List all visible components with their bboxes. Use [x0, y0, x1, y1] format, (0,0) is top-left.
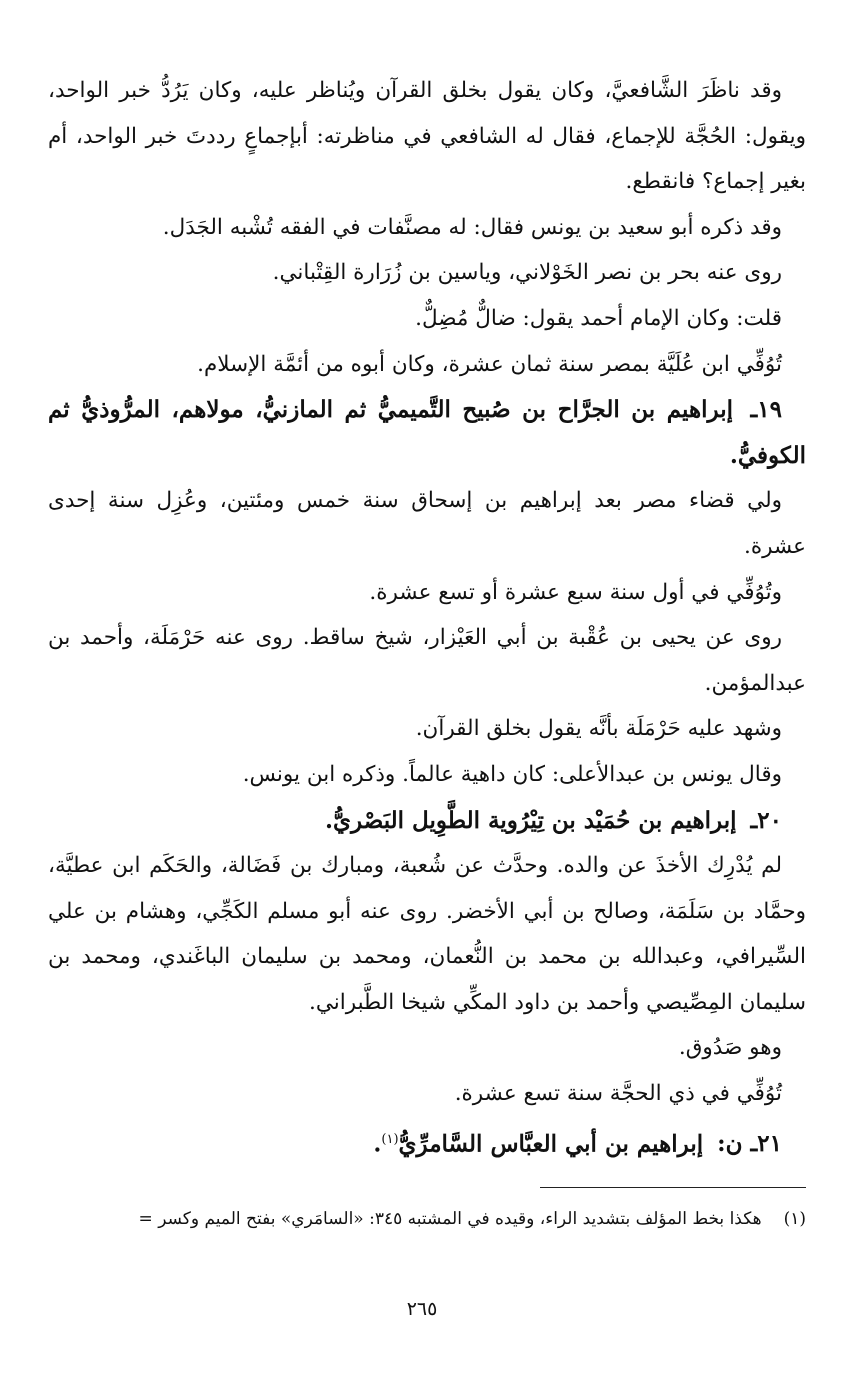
paragraph: وقال يونس بن عبدالأعلى: كان داهية عالماً. وذكره ابن يونس.	[242, 761, 782, 787]
paragraph: ولي قضاء مصر بعد إبراهيم بن إسحاق سنة خمس ومئتين، وعُزِل سنة إحدى عشرة.	[48, 488, 806, 559]
paragraph: روى عن يحيى بن عُقْبة بن أبي العَيْزار، شيخ ساقط. روى عنه حَرْمَلَة، وأحمد بن عبدالمؤمن.	[48, 625, 806, 696]
footnote-text: هكذا بخط المؤلف بتشديد الراء، وقيده في المشتبه ٣٤٥: «السامَري» بفتح الميم وكسر =	[138, 1209, 762, 1229]
entry-number: ٢٠ـ	[750, 806, 782, 834]
entry-number: ١٩ـ	[750, 396, 783, 424]
entry-number: ٢١ـ ن:	[717, 1130, 782, 1158]
paragraph: تُوُفِّي في ذي الحجَّة سنة تسع عشرة.	[454, 1081, 782, 1107]
entry-heading-20	[48, 798, 806, 844]
paragraph: وتُوُفِّي في أول سنة سبع عشرة أو تسع عشرة.	[369, 579, 782, 605]
paragraph: وقد ذكره أبو سعيد بن يونس فقال: له مصنَّفات في الفقه تُشْبه الجَدَل.	[162, 214, 782, 240]
paragraph: لم يُدْرِك الأخذَ عن والده. وحدَّث عن شُعبة، ومبارك بن فَضَالة، والحَكَم ابن عطيَّة، وحمَّاد بن سَلَمَة، وصالح بن أبي الأخضر. روى عنه أبو مسلم الكَجِّي، وهشام بن علي السِّيرافي، وعبدالله بن محمد بن النُّعمان، ومحمد بن سليمان الباغَندي، ومحمد بن سليمان المِصِّيصي وأحمد بن داود المكِّي شيخا الطَّبراني.	[48, 853, 806, 1015]
footnote-separator	[540, 1187, 806, 1188]
paragraph: قلت: وكان الإمام أحمد يقول: ضالٌّ مُضِلٌّ.	[415, 305, 782, 331]
entry-title: إبراهيم بن الجرَّاح بن صُبيح التَّميميُّ ثم المازنيُّ، مولاهم، المرُّوذيُّ ثم الكوفيُّ.	[48, 396, 806, 469]
paragraph: وشهد عليه حَرْمَلَة بأنَّه يقول بخلق القرآن.	[415, 716, 782, 742]
paragraph: روى عنه بحر بن نصر الخَوْلاني، وياسين بن زُرَارة القِتْباني.	[272, 260, 782, 286]
paragraph: وهو صَدُوق.	[678, 1035, 782, 1061]
paragraph: تُوُفِّي ابن عُلَيَّة بمصر سنة ثمان عشرة، وكان أبوه من أئمَّة الإسلام.	[197, 351, 782, 377]
footnote-number: (١)	[783, 1209, 806, 1229]
entry-heading-21	[48, 1117, 806, 1167]
page-number: ٢٦٥	[406, 1298, 438, 1320]
paragraph: وقد ناظَرَ الشَّافعيَّ، وكان يقول بخلق القرآن ويُناظر عليه، وكان يَرُدُّ خبر الواحد، ويقول: الحُجَّة للإجماع، فقال له الشافعي في مناظرته: أبإجماعٍ رددتَ خبر الواحد، أم بغير إجماع؟ فانقطع.	[48, 78, 806, 195]
footnote	[26, 1204, 806, 1234]
entry-heading-19	[48, 387, 806, 478]
entry-title: إبراهيم بن أبي العبَّاس السَّامرِّيُّ	[398, 1130, 704, 1158]
entry-title: إبراهيم بن حُمَيْد بن تِيْرُوية الطَّوِيل البَصْريُّ.	[325, 806, 737, 834]
main-text	[48, 68, 806, 1167]
footnote-reference: (١)	[381, 1131, 399, 1147]
entry-end-mark: .	[373, 1130, 382, 1158]
